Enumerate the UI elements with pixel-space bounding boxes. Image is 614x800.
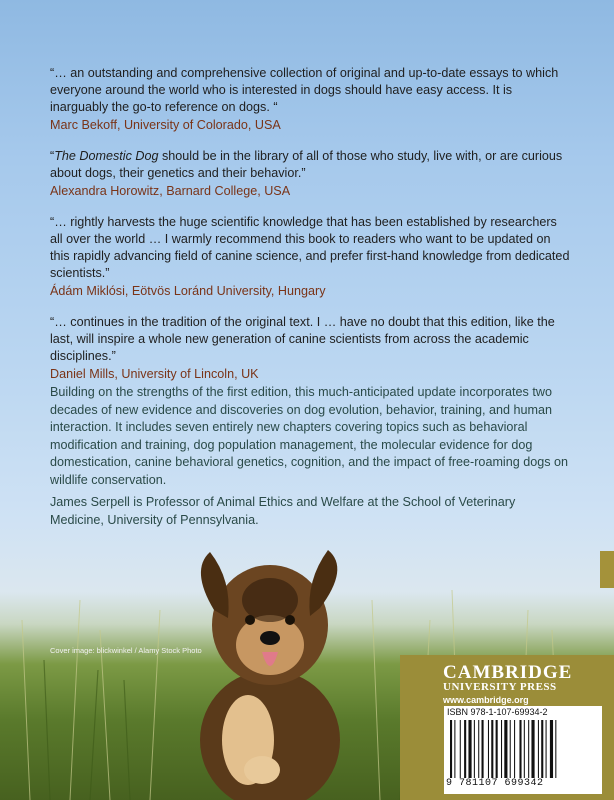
publisher-panel — [400, 655, 614, 800]
quote-text: “… an outstanding and comprehensive collection of original and up-to-date essays to which everyone around the world who is interested in dogs should have easy access. It is inarguably the go-to reference on dogs. “ — [50, 66, 559, 114]
quote-attribution: Daniel Mills, University of Lincoln, UK — [50, 367, 259, 381]
barcode-number: 9 781107 699342 — [446, 778, 544, 789]
publisher-subtitle: UNIVERSITY PRESS — [443, 681, 557, 693]
quote-text: “… rightly harvests the huge scientific knowledge that has been established by researchers all over the world … I warmly recommend this book to readers who want to be updated on this rapidly advancing field of canine science, and prefer first-hand knowledge from dedicated scientists.” — [50, 215, 570, 280]
book-title: The Domestic Dog — [54, 149, 159, 163]
endorsement-1 — [50, 65, 570, 134]
endorsement-3 — [50, 214, 570, 300]
quote-text: “… continues in the tradition of the original text. I … have no doubt that this edition, like the last, will inspire a whole new generation of canine scientists from across the academic disciplines.” — [50, 315, 555, 363]
quote-attribution: Marc Bekoff, University of Colorado, USA — [50, 118, 281, 132]
quote-attribution: Ádám Miklósi, Eötvös Loránd University, Hungary — [50, 284, 326, 298]
author-bio: James Serpell is Professor of Animal Ethics and Welfare at the School of Veterinary Medicine, University of Pennsylvania. — [50, 495, 516, 527]
puppy-photo — [170, 540, 370, 800]
quote-text: “The Domestic Dog should be in the library of all of those who study, live with, or are curious about dogs, their genetics and their behavior.” — [50, 149, 563, 180]
isbn-label: ISBN 978-1-107-69934-2 — [447, 707, 548, 717]
cover-image-credit: Cover image: blickwinkel / Alamy Stock Photo — [50, 646, 202, 655]
publisher-url: www.cambridge.org — [443, 695, 529, 705]
publisher-name: CAMBRIDGE — [443, 662, 573, 683]
endorsement-2 — [50, 148, 570, 200]
spine-accent — [600, 551, 614, 588]
barcode-icon — [450, 720, 596, 778]
book-description: Building on the strengths of the first edition, this much-anticipated update incorporates two decades of new evidence and discoveries on dog evolution, behavior, training, and human interaction. It includes seven entirely new chapters covering topics such as behavioral modification and training, dog population management, the molecular evidence for dog domestication, canine behavioral genetics, cognition, and the impact of free-roaming dogs on wildlife conservation. — [50, 385, 569, 487]
barcode — [444, 706, 602, 794]
endorsements — [50, 65, 570, 397]
quote-attribution: Alexandra Horowitz, Barnard College, USA — [50, 184, 291, 198]
endorsement-4 — [50, 314, 570, 383]
